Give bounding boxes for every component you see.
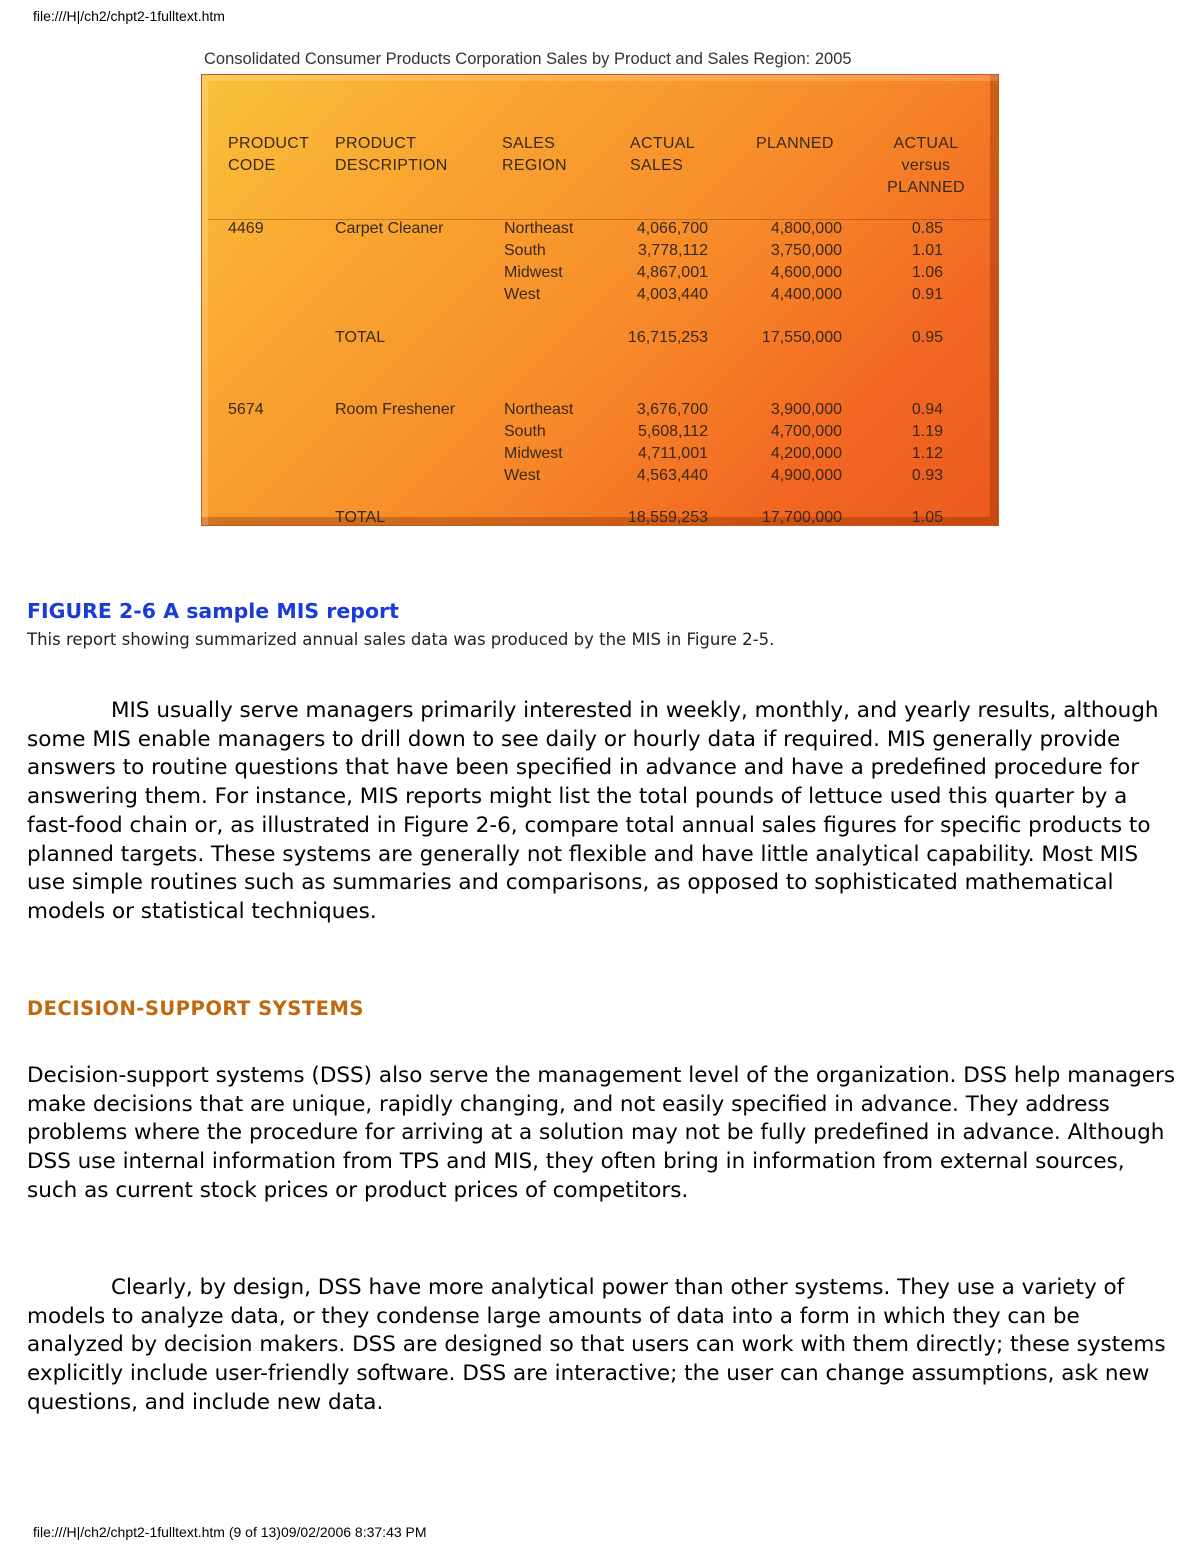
actual-sales-column: 3,676,700 5,608,112 4,711,001 4,563,440	[636, 401, 708, 484]
total-actual: 16,715,253	[627, 329, 708, 346]
header-sales-region: SALES REGION	[502, 135, 567, 174]
total-planned: 17,550,000	[761, 329, 842, 346]
figure-title: Consolidated Consumer Products Corporation Sales by Product and Sales Region: 2005	[204, 50, 852, 68]
header-product-code: PRODUCT CODE	[228, 135, 310, 174]
actual-sales-column: 4,066,700 3,778,112 4,867,001 4,003,440	[636, 220, 708, 303]
region-column: Northeast South Midwest West	[504, 220, 574, 303]
header-divider	[208, 219, 990, 220]
report-panel	[201, 74, 999, 526]
ratio-column: 0.85 1.01 1.06 0.91	[911, 220, 943, 303]
mis-report-figure	[201, 46, 999, 526]
figure-caption-text: This report showing summarized annual sales data was produced by the MIS in Figure 2-5.	[27, 630, 775, 649]
header-planned: PLANNED	[756, 135, 834, 152]
page-footer: file:///H|/ch2/chpt2-1fulltext.htm (9 of 13)09/02/2006 8:37:43 PM	[33, 1524, 427, 1540]
region-column: Northeast South Midwest West	[504, 401, 574, 484]
ratio-column: 0.94 1.19 1.12 0.93	[911, 401, 943, 484]
total-planned: 17,700,000	[761, 509, 842, 526]
header-product-description: PRODUCT DESCRIPTION	[335, 135, 448, 174]
product-code: 5674	[228, 401, 264, 418]
body-paragraph: Decision-support systems (DSS) also serve the management level of the organization. DSS help managers make decisions that are unique, rapidly changing, and not easily specified in advance. They address problems where the procedure for arriving at a solution may not be fully predefined in advance. Although DSS use internal information from TPS and MIS, they often bring in information from external sources, such as current stock prices or product prices of competitors.	[27, 1063, 1176, 1203]
total-label: TOTAL	[335, 509, 386, 526]
planned-column: 4,800,000 3,750,000 4,600,000 4,400,000	[770, 220, 842, 303]
product-code: 4469	[228, 220, 264, 237]
page-url: file:///H|/ch2/chpt2-1fulltext.htm	[33, 8, 225, 24]
body-paragraph: MIS usually serve managers primarily interested in weekly, monthly, and yearly results, although some MIS enable managers to drill down to see daily or hourly data if required. MIS generally provide answers to routine questions that have been specified in advance and have a predefined procedure for answering them. For instance, MIS reports might list the total pounds of lettuce used this quarter by a fast-food chain or, as illustrated in Figure 2-6, compare total annual sales figures for specific products to planned targets. These systems are generally not flexible and have little analytical capability. Most MIS use simple routines such as summaries and comparisons, as opposed to sophisticated mathematical models or statistical techniques.	[27, 698, 1159, 924]
product-description: Room Freshener	[335, 401, 456, 418]
header-actual-sales: ACTUAL SALES	[630, 135, 695, 174]
total-ratio: 0.95	[911, 329, 943, 346]
header-actual-vs-planned: ACTUAL versus PLANNED	[887, 135, 965, 196]
total-actual: 18,559,253	[627, 509, 708, 526]
figure-caption-title: FIGURE 2-6 A sample MIS report	[27, 599, 399, 623]
total-label: TOTAL	[335, 329, 386, 346]
body-paragraph: Clearly, by design, DSS have more analytical power than other systems. They use a variety of models to analyze data, or they condense large amounts of data into a form in which they can be analyzed by decision makers. DSS are designed so that users can work with them directly; these systems explicitly include user-friendly software. DSS are interactive; the user can change assumptions, ask new questions, and include new data.	[27, 1275, 1166, 1415]
total-ratio: 1.05	[911, 509, 943, 526]
product-description: Carpet Cleaner	[335, 220, 444, 237]
planned-column: 3,900,000 4,700,000 4,200,000 4,900,000	[770, 401, 842, 484]
section-heading: DECISION-SUPPORT SYSTEMS	[27, 997, 364, 1020]
